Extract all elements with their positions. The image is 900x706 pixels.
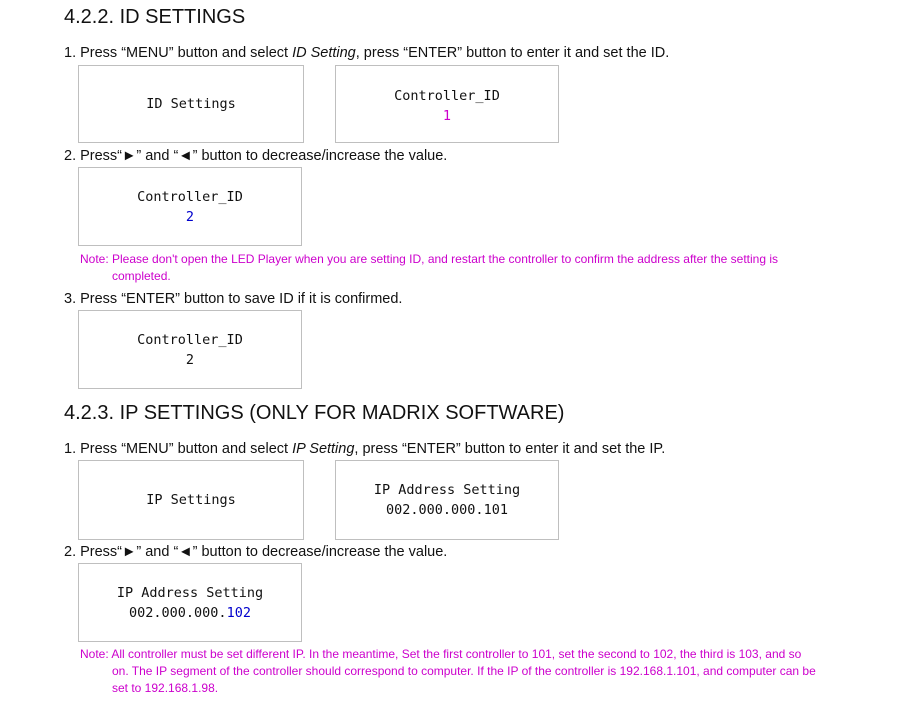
note-line: completed. <box>112 269 171 283</box>
lcd-line: IP Settings <box>146 492 236 508</box>
lcd-controller-id-1 <box>335 65 559 143</box>
lcd-id-settings <box>78 65 304 143</box>
step-text-rest: , press “ENTER” button to enter it and set the ID. <box>355 45 670 61</box>
lcd-ip-address-current <box>335 460 559 540</box>
step-emphasis: ID Setting <box>292 45 356 61</box>
note-line: set to 192.168.1.98. <box>112 681 219 695</box>
note-line: on. The IP segment of the controller should correspond to computer. If the IP of the controller is 192.168.1.101, and computer can be <box>112 664 816 678</box>
step-text-rest: , press “ENTER” button to enter it and set the IP. <box>354 441 666 457</box>
note-ip-settings <box>80 646 850 697</box>
lcd-controller-id-saved <box>78 310 302 389</box>
lcd-value: 002.000.000.101 <box>386 502 508 518</box>
step-emphasis: IP Setting <box>292 441 355 457</box>
lcd-value: 2 <box>185 208 195 225</box>
lcd-controller-id-2 <box>78 167 302 246</box>
note-line: Note: Please don't open the LED Player when you are setting ID, and restart the controller to confirm the address after the setting is <box>80 252 779 266</box>
ip-last-octet: 102 <box>226 604 251 621</box>
step-text: 1. Press “MENU” button and select <box>64 45 293 61</box>
lcd-line: IP Address Setting <box>373 482 521 498</box>
lcd-line: ID Settings <box>146 96 236 112</box>
lcd-value: 2 <box>185 351 195 368</box>
step-1-ip <box>64 441 665 457</box>
lcd-ip-address-edit <box>78 563 302 642</box>
step-1-id <box>64 45 669 61</box>
step-3-id: 3. Press “ENTER” button to save ID if it is confirmed. <box>64 291 403 307</box>
ip-prefix: 002.000.000. <box>129 604 227 621</box>
step-text: 1. Press “MENU” button and select <box>64 441 293 457</box>
lcd-line: Controller_ID <box>137 188 243 205</box>
section-title-id-settings: 4.2.2. ID SETTINGS <box>64 6 246 28</box>
step-2-ip: 2. Press“►” and “◄” button to decrease/increase the value. <box>64 544 448 560</box>
lcd-value: 1 <box>442 108 452 124</box>
lcd-ip-settings <box>78 460 304 540</box>
lcd-line: IP Address Setting <box>116 584 264 601</box>
note-line: Note: All controller must be set different IP. In the meantime, Set the first controller to 101, set the second to 102, the third is 103, and so <box>80 647 802 661</box>
lcd-value <box>129 603 251 623</box>
section-title-ip-settings: 4.2.3. IP SETTINGS (ONLY FOR MADRIX SOFTWARE) <box>64 402 565 424</box>
lcd-line: Controller_ID <box>137 331 243 348</box>
lcd-line: Controller_ID <box>394 88 500 104</box>
step-2-id: 2. Press“►” and “◄” button to decrease/increase the value. <box>64 148 448 164</box>
note-id-settings <box>80 251 850 285</box>
